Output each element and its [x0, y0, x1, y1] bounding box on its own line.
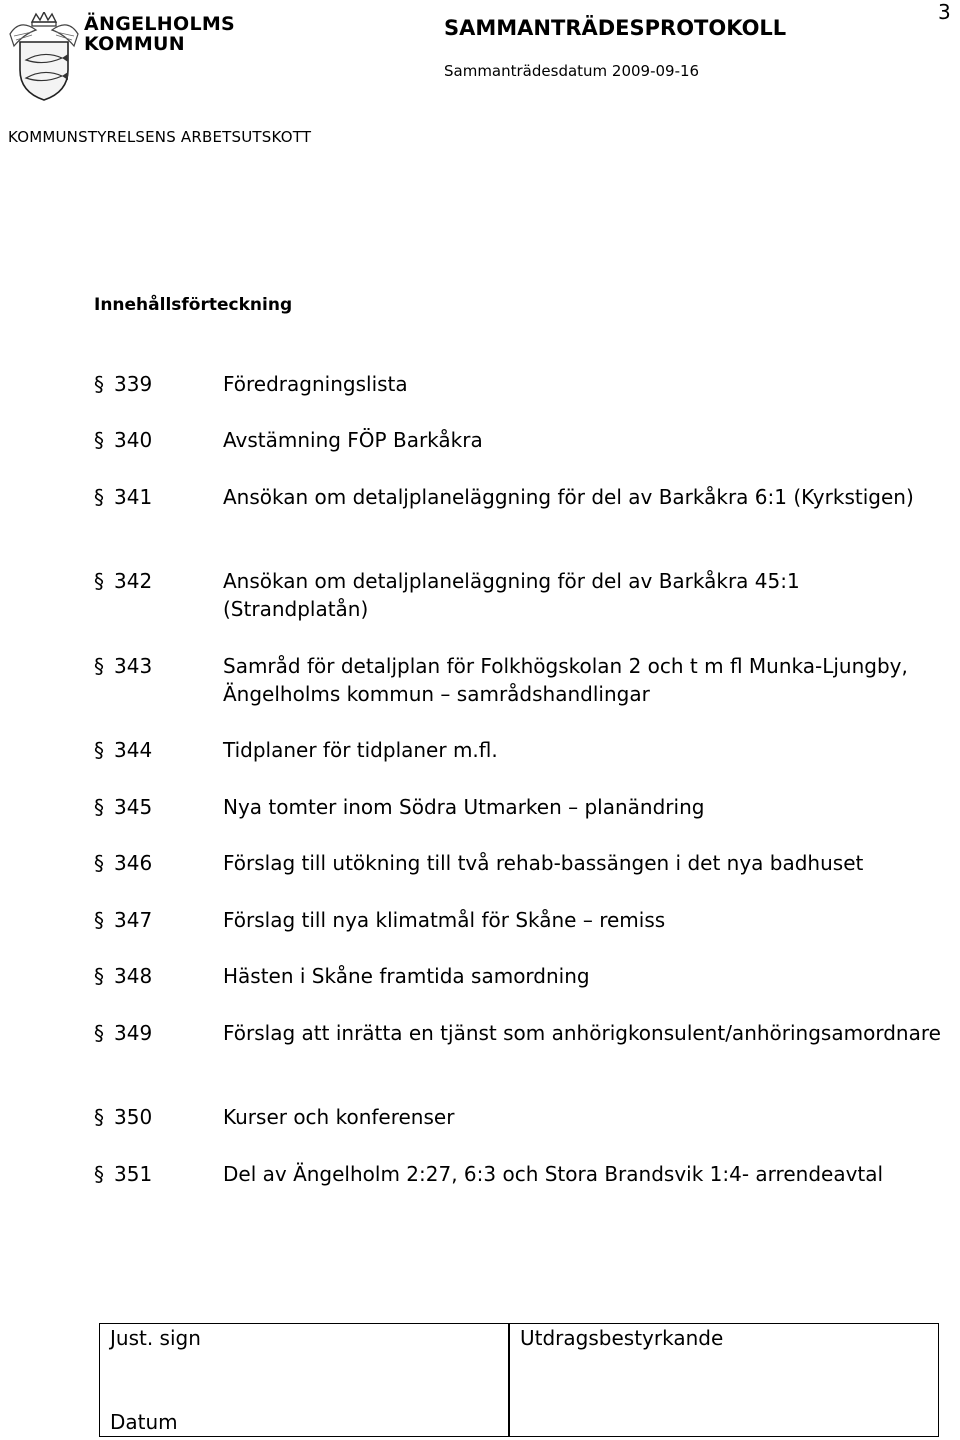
signature-box — [99, 1323, 939, 1437]
toc-item-title: Ansökan om detaljplaneläggning för del av Barkåkra 6:1 (Kyrkstigen) — [223, 485, 914, 509]
toc-item-section — [94, 567, 152, 595]
section-sign: § — [94, 1105, 104, 1129]
section-sign: § — [94, 1162, 104, 1186]
utdragsbestyrkande-label: Utdragsbestyrkande — [520, 1326, 724, 1350]
toc-item-section — [94, 962, 152, 990]
toc-item-section — [94, 1103, 152, 1131]
datum-label: Datum — [110, 1410, 178, 1434]
toc-item-number: 349 — [114, 1021, 153, 1045]
toc-item-title: Förslag till nya klimatmål för Skåne – remiss — [223, 908, 666, 932]
municipality-name — [84, 14, 235, 54]
toc-item-section — [94, 652, 152, 680]
toc-item-number: 350 — [114, 1105, 153, 1129]
toc-item-title: Förslag till utökning till två rehab-bassängen i det nya badhuset — [223, 851, 864, 875]
signature-box-divider — [508, 1324, 510, 1436]
toc-item-title: Ansökan om detaljplaneläggning för del av Barkåkra 45:1 (Strandplatån) — [223, 569, 800, 621]
toc-item-section — [94, 1019, 152, 1047]
toc-item-number: 342 — [114, 569, 153, 593]
toc-item-number: 343 — [114, 654, 153, 678]
municipality-logo — [6, 12, 82, 102]
toc-item-number: 347 — [114, 908, 153, 932]
committee-name: KOMMUNSTYRELSENS ARBETSUTSKOTT — [8, 128, 312, 146]
page-number: 3 — [938, 0, 951, 24]
toc-item-number: 340 — [114, 428, 153, 452]
section-sign: § — [94, 964, 104, 988]
toc-item-title: Tidplaner för tidplaner m.fl. — [223, 738, 498, 762]
meeting-date: Sammanträdesdatum 2009-09-16 — [444, 62, 700, 80]
toc-item-title: Föredragningslista — [223, 372, 408, 396]
toc-item-number: 339 — [114, 372, 153, 396]
section-sign: § — [94, 654, 104, 678]
toc-item-section — [94, 370, 152, 398]
toc-item-section — [94, 426, 152, 454]
section-sign: § — [94, 569, 104, 593]
toc-item-section — [94, 1160, 152, 1188]
toc-item-title: Nya tomter inom Södra Utmarken – planändring — [223, 795, 705, 819]
section-sign: § — [94, 851, 104, 875]
section-sign: § — [94, 738, 104, 762]
toc-item-number: 348 — [114, 964, 153, 988]
toc-item-section — [94, 793, 152, 821]
toc-heading: Innehållsförteckning — [94, 295, 293, 315]
section-sign: § — [94, 795, 104, 819]
toc-item-title: Avstämning FÖP Barkåkra — [223, 428, 483, 452]
section-sign: § — [94, 1021, 104, 1045]
just-sign-label: Just. sign — [110, 1326, 201, 1350]
toc-item-section — [94, 483, 152, 511]
toc-item-title: Del av Ängelholm 2:27, 6:3 och Stora Brandsvik 1:4- arrendeavtal — [223, 1162, 884, 1186]
toc-item-title: Hästen i Skåne framtida samordning — [223, 964, 590, 988]
toc-item-title: Kurser och konferenser — [223, 1105, 455, 1129]
toc-item-section — [94, 736, 152, 764]
toc-item-section — [94, 849, 152, 877]
section-sign: § — [94, 485, 104, 509]
toc-item-title: Förslag att inrätta en tjänst som anhörigkonsulent/anhöringsamordnare — [223, 1021, 941, 1045]
section-sign: § — [94, 372, 104, 396]
toc-item-section — [94, 906, 152, 934]
municipality-name-line1: ÄNGELHOLMS — [84, 13, 236, 35]
toc-item-number: 346 — [114, 851, 153, 875]
toc-item-number: 341 — [114, 485, 153, 509]
document-title: SAMMANTRÄDESPROTOKOLL — [444, 16, 787, 40]
toc-item-title: Samråd för detaljplan för Folkhögskolan 2 och t m fl Munka-Ljungby, Ängelholms kommun – samrådshandlingar — [223, 654, 908, 706]
toc-item-number: 344 — [114, 738, 153, 762]
section-sign: § — [94, 428, 104, 452]
municipality-name-line2: KOMMUN — [84, 33, 185, 55]
toc-item-number: 345 — [114, 795, 153, 819]
toc-item-number: 351 — [114, 1162, 153, 1186]
section-sign: § — [94, 908, 104, 932]
